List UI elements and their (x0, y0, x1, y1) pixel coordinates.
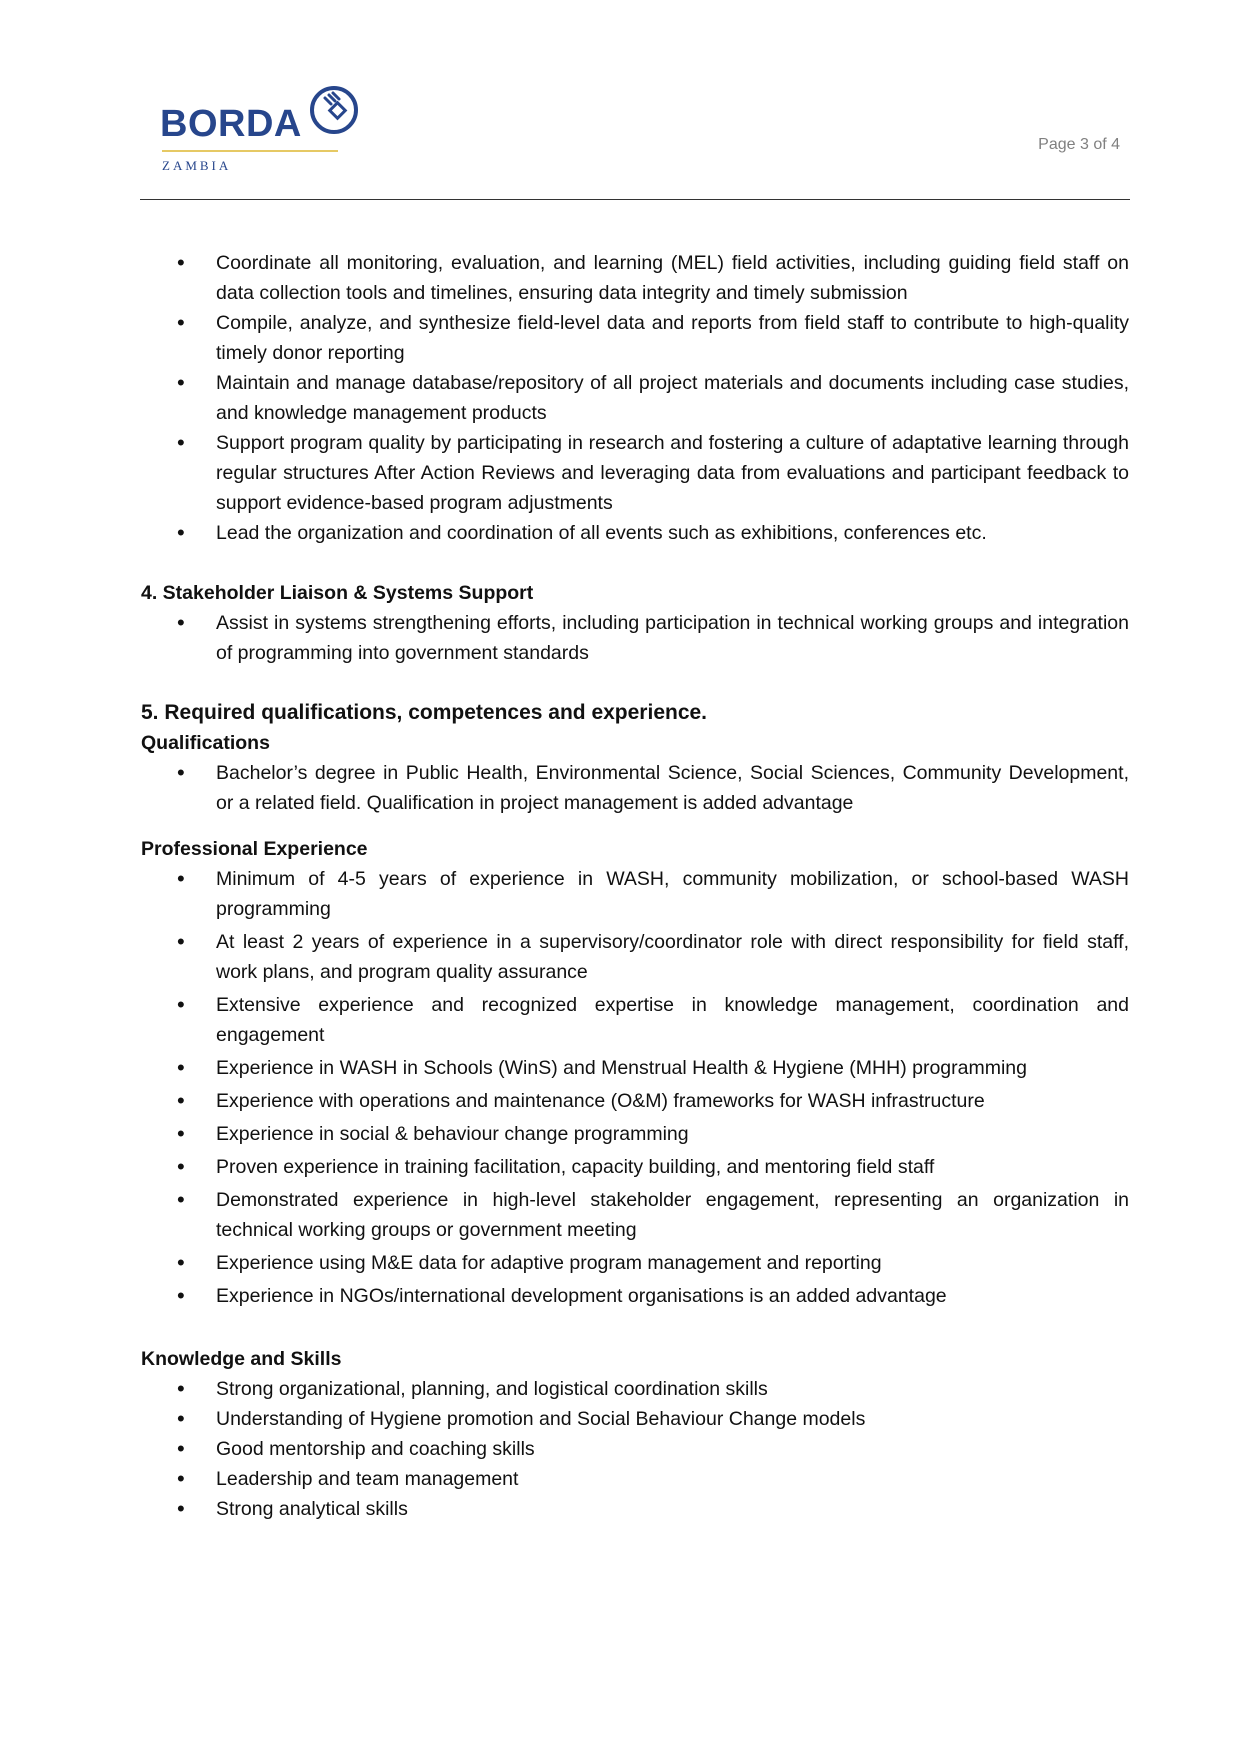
page-header (140, 84, 1130, 204)
list-item: • Experience in NGOs/international development organisations is an added advantage (141, 1281, 1129, 1311)
header-divider (140, 199, 1130, 200)
list-item: • Demonstrated experience in high-level stakeholder engagement, representing an organization in technical working groups or government meeting (141, 1185, 1129, 1245)
skills-heading: Knowledge and Skills (141, 1348, 342, 1370)
list-item: • Proven experience in training facilitation, capacity building, and mentoring field staff (141, 1152, 1129, 1182)
skills-list (141, 1374, 1129, 1524)
list-item: • Good mentorship and coaching skills (141, 1434, 1129, 1464)
experience-list (141, 864, 1129, 1311)
list-item: • Maintain and manage database/repository of all project materials and documents including case studies, and knowledge management products (141, 368, 1129, 428)
list-item: • At least 2 years of experience in a supervisory/coordinator role with direct responsibility for field staff, work plans, and program quality assurance (141, 927, 1129, 987)
logo-wordmark: BORDA (160, 103, 302, 145)
list-item: • Experience in social & behaviour change programming (141, 1119, 1129, 1149)
qualifications-heading: Qualifications (141, 732, 270, 754)
page-number: Page 3 of 4 (1038, 136, 1120, 153)
list-item: • Strong organizational, planning, and logistical coordination skills (141, 1374, 1129, 1404)
section3-list (141, 248, 1129, 548)
list-item: • Assist in systems strengthening efforts, including participation in technical working groups and integration of programming into government standards (141, 608, 1129, 668)
list-item: • Extensive experience and recognized expertise in knowledge management, coordination and engagement (141, 990, 1129, 1050)
experience-heading: Professional Experience (141, 838, 368, 860)
section4-heading: 4. Stakeholder Liaison & Systems Support (141, 582, 534, 604)
document-body (141, 248, 1129, 1524)
list-item: • Leadership and team management (141, 1464, 1129, 1494)
section4-list (141, 608, 1129, 668)
logo-underline (162, 150, 338, 152)
qualifications-list (141, 758, 1129, 818)
list-item: • Experience using M&E data for adaptive program management and reporting (141, 1248, 1129, 1278)
logo-subtitle: ZAMBIA (162, 158, 232, 173)
borda-logo (160, 84, 360, 184)
list-item: • Minimum of 4-5 years of experience in WASH, community mobilization, or school-based WASH programming (141, 864, 1129, 924)
list-item: • Compile, analyze, and synthesize field-level data and reports from field staff to contribute to high-quality timely donor reporting (141, 308, 1129, 368)
list-item: • Support program quality by participating in research and fostering a culture of adaptative learning through regular structures After Action Reviews and leveraging data from evaluations and participant feedback to support evidence-based program adjustments (141, 428, 1129, 518)
section5-heading: 5. Required qualifications, competences and experience. (141, 701, 708, 724)
list-item: • Experience with operations and maintenance (O&M) frameworks for WASH infrastructure (141, 1086, 1129, 1116)
list-item: • Experience in WASH in Schools (WinS) and Menstrual Health & Hygiene (MHH) programming (141, 1053, 1129, 1083)
list-item: • Lead the organization and coordination of all events such as exhibitions, conferences etc. (141, 518, 1129, 548)
list-item: • Understanding of Hygiene promotion and Social Behaviour Change models (141, 1404, 1129, 1434)
list-item: • Coordinate all monitoring, evaluation, and learning (MEL) field activities, including guiding field staff on data collection tools and timelines, ensuring data integrity and timely submission (141, 248, 1129, 308)
list-item: • Bachelor’s degree in Public Health, Environmental Science, Social Sciences, Community Development, or a related field. Qualification in project management is added advantage (141, 758, 1129, 818)
list-item: • Strong analytical skills (141, 1494, 1129, 1524)
logo-emblem-icon (308, 84, 360, 136)
